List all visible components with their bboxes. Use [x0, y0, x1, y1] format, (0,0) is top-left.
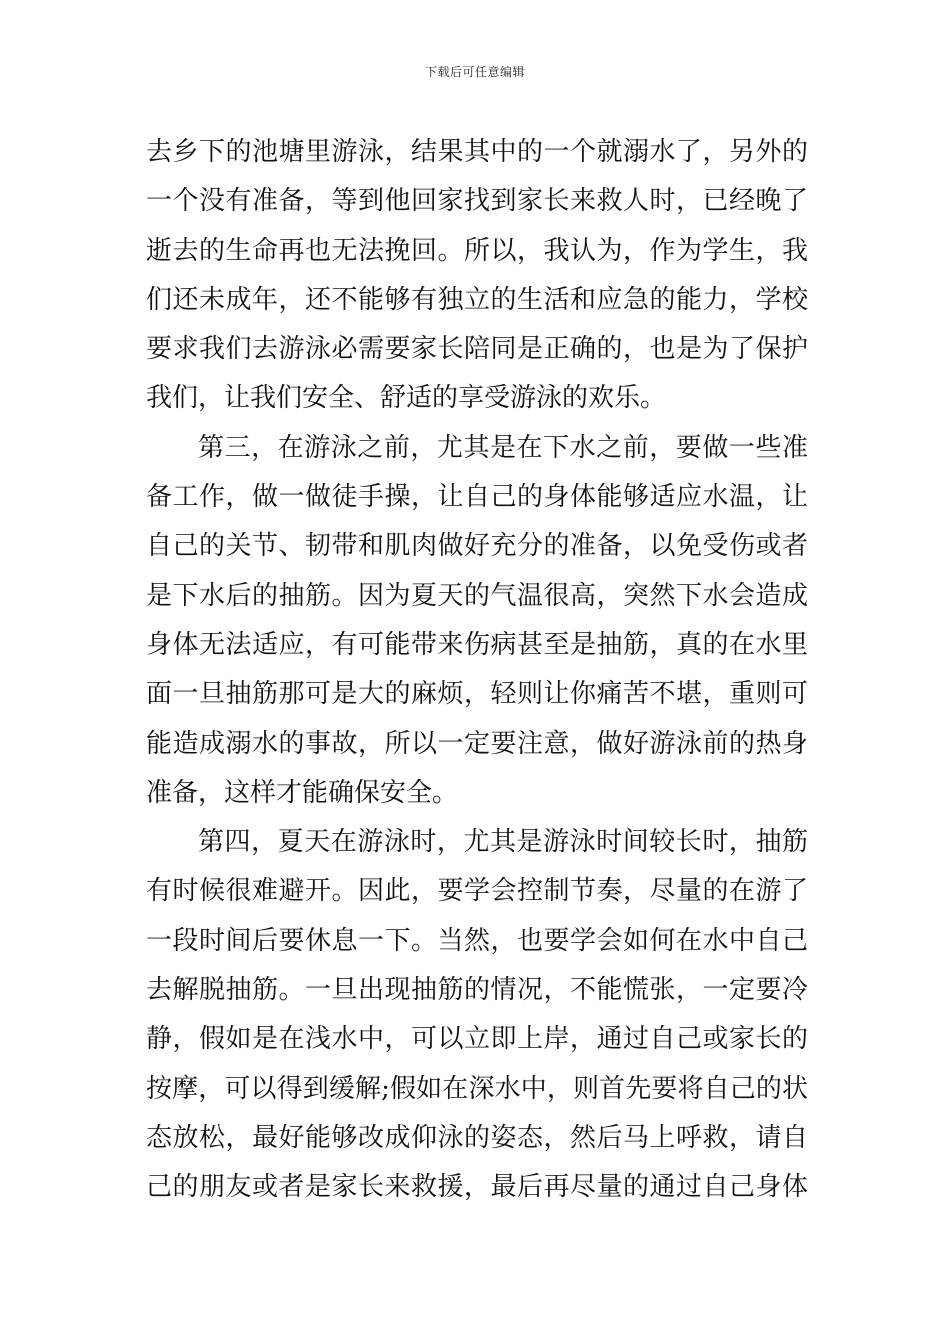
text-line: 去乡下的池塘里游泳，结果其中的一个就溺水了，另外的	[146, 137, 808, 167]
text-line: 己的朋友或者是家长来救援，最后再尽量的通过自己身体	[146, 1172, 808, 1203]
text-line: 要求我们去游泳必需要家长陪同是正确的，也是为了保护	[146, 334, 808, 365]
text-line: 一段时间后要休息一下。当然，也要学会如何在水中自己	[146, 925, 808, 956]
text-line: 准备，这样才能确保安全。	[146, 777, 459, 808]
document-body	[146, 128, 808, 1213]
text-line: 能造成溺水的事故，所以一定要注意，做好游泳前的热身	[146, 728, 808, 759]
text-line: 第四，夏天在游泳时，尤其是游泳时间较长时，抽筋	[198, 827, 808, 858]
text-line: 我们，让我们安全、舒适的享受游泳的欢乐。	[146, 383, 667, 414]
text-line: 面一旦抽筋那可是大的麻烦，轻则让你痛苦不堪，重则可	[146, 679, 808, 710]
text-line: 是下水后的抽筋。因为夏天的气温很高，突然下水会造成	[146, 580, 808, 611]
text-line: 有时候很难避开。因此，要学会控制节奏，尽量的在游了	[146, 876, 808, 907]
text-line: 身体无法适应，有可能带来伤病甚至是抽筋，真的在水里	[146, 629, 808, 660]
text-line: 静，假如是在浅水中，可以立即上岸，通过自己或家长的	[146, 1024, 808, 1055]
text-line: 一个没有准备，等到他回家找到家长来救人时，已经晚了	[146, 186, 808, 217]
text-line: 逝去的生命再也无法挽回。所以，我认为，作为学生，我	[146, 235, 808, 266]
text-line: 们还未成年，还不能够有独立的生活和应急的能力，学校	[146, 284, 808, 315]
text-line: 去解脱抽筋。一旦出现抽筋的情况，不能慌张，一定要冷	[146, 975, 808, 1006]
text-line: 备工作，做一做徒手操，让自己的身体能够适应水温，让	[146, 482, 808, 513]
text-line: 自己的关节、韧带和肌肉做好充分的准备，以免受伤或者	[146, 531, 808, 562]
page-header: 下载后可任意编辑	[424, 65, 525, 79]
text-line: 第三，在游泳之前，尤其是在下水之前，要做一些准	[198, 432, 808, 463]
text-line: 态放松，最好能够改成仰泳的姿态，然后马上呼救，请自	[146, 1122, 808, 1153]
text-line: 按摩，可以得到缓解;假如在深水中，则首先要将自己的状	[146, 1073, 808, 1104]
